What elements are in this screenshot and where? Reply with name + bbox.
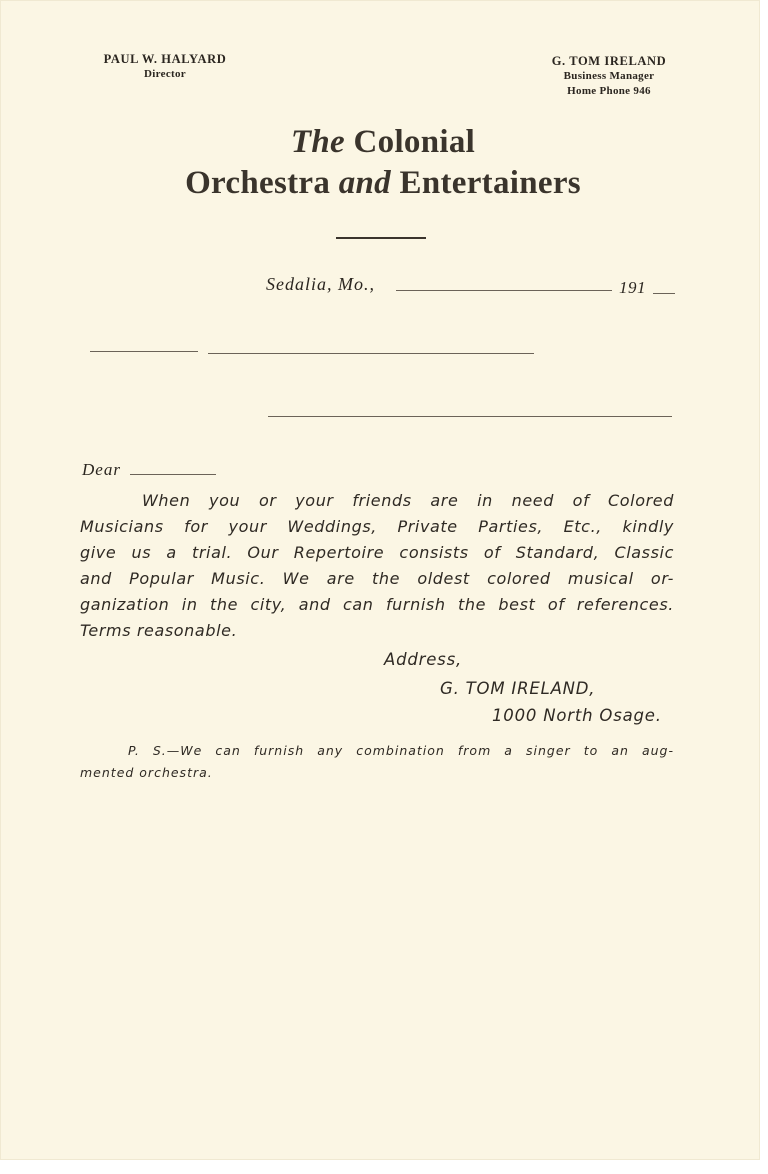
director-name: PAUL W. HALYARD xyxy=(103,52,227,66)
signature-label: Address, xyxy=(384,650,463,669)
body-line: ganization in the city, and can furnish the best of references. xyxy=(80,595,674,614)
date-blank-line[interactable] xyxy=(396,290,612,291)
signature-street: 1000 North Osage. xyxy=(492,706,662,725)
salutation-blank-line[interactable] xyxy=(130,474,216,475)
title-orchestra: Orchestra xyxy=(185,165,331,201)
year-blank-line[interactable] xyxy=(653,293,675,294)
title-divider xyxy=(336,237,426,239)
letter-body xyxy=(80,488,674,644)
scan-margin-bottom xyxy=(0,1160,768,1174)
title-line-1 xyxy=(100,124,666,161)
salutation: Dear xyxy=(82,460,121,479)
title-colonial: Colonial xyxy=(353,124,476,160)
title-entertainers: Entertainers xyxy=(399,165,581,201)
director-block xyxy=(88,52,242,82)
body-line: When you or your friends are in need of Colored xyxy=(142,491,674,510)
title-and: and xyxy=(338,165,391,201)
manager-phone: Home Phone 946 xyxy=(567,85,651,97)
recipient-blank-line-1[interactable] xyxy=(90,351,198,352)
signature-name: G. TOM IRELAND, xyxy=(440,679,596,698)
manager-title: Business Manager xyxy=(563,70,655,82)
body-line: and Popular Music. We are the oldest colored musical or- xyxy=(80,569,674,588)
title-line-2 xyxy=(100,165,666,202)
dateline-year: 191 xyxy=(619,278,646,297)
manager-name: G. TOM IRELAND xyxy=(551,54,667,68)
postscript xyxy=(80,740,674,784)
body-line: Musicians for your Weddings, Private Parties, Etc., kindly xyxy=(80,517,674,536)
scan-margin-right xyxy=(760,0,768,1174)
postscript-line-1: P. S.—We can furnish any combination from a singer to an aug- xyxy=(128,743,674,758)
recipient-blank-line-3[interactable] xyxy=(268,416,672,417)
body-line: give us a trial. Our Repertoire consists of Standard, Classic xyxy=(80,543,674,562)
body-line: Terms reasonable. xyxy=(80,621,238,640)
director-title: Director xyxy=(144,68,186,80)
recipient-blank-line-2[interactable] xyxy=(208,353,534,354)
postscript-line-2: mented orchestra. xyxy=(80,765,213,780)
title-the: The xyxy=(290,124,345,160)
dateline-place: Sedalia, Mo., xyxy=(266,274,375,294)
manager-block xyxy=(536,54,682,99)
